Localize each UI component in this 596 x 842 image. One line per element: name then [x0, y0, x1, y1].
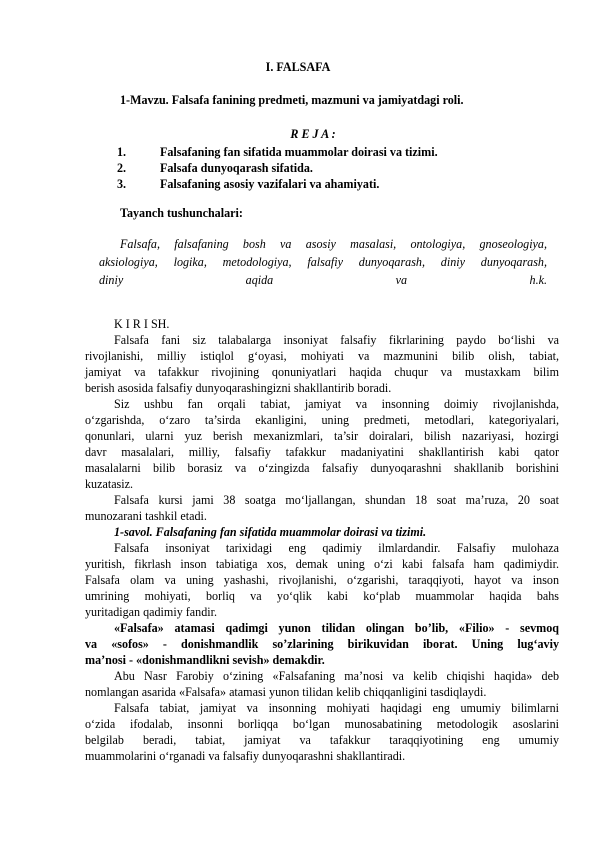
paragraph-line: masalalarni bilib borasiz va o‘zingizda falsafiy dunyoqarashni shakllanib borishini: [85, 461, 559, 475]
plan-item: Falsafaning fan sifatida muammolar doirasi va tizimi.: [160, 145, 438, 159]
paragraph-line: jamiyat va tafakkur rivojining qonuniyatlari haqida chuqur va mustaxkam bilim: [85, 365, 559, 379]
paragraph-line: «Falsafa» atamasi qadimgi yunon tilidan olingan bo’lib, «Filio» - sevmoq: [114, 621, 559, 635]
keywords-line: diniy aqida va h.k.: [99, 273, 547, 287]
paragraph-line: belgilab beradi, tabiat, jamiyat va tafakkur taraqqiyotining eng umumiy: [85, 733, 559, 747]
paragraph-line: yuritadigan qadimiy fandir.: [85, 605, 217, 619]
paragraph-line: nomlangan asarida «Falsafa» atamasi yunon tilidan kelib chiqqanligini tasdiqlaydi.: [85, 685, 487, 699]
paragraph-line: muammolarini o‘rganadi va falsafiy dunyoqarashni shakllantiradi.: [85, 749, 406, 763]
paragraph-line: Siz ushbu fan orqali tabiat, jamiyat va insonning doimiy rivojlanishda,: [114, 397, 559, 411]
paragraph-line: Falsafa fani siz talabalarga insoniyat falsafiy fikrlarining paydo bo‘lishi va: [114, 333, 559, 347]
paragraph-line: davr masalalari, milliy, falsafiy tafakkur madaniyatini shakllantirish kabi qator: [85, 445, 559, 459]
paragraph-line: Falsafa insoniyat tarixidagi eng qadimiy ilmlardandir. Falsafiy mulohaza: [114, 541, 559, 555]
paragraph-line: o‘zida ifodalab, insonni borliqqa bo‘lgan munosabatining metodologik asoslarini: [85, 717, 559, 731]
paragraph-line: rivojlanishi, milliy istiqlol g‘oyasi, mohiyati va mazmunini bilib olish, tabiat,: [85, 349, 559, 363]
paragraph-line: Abu Nasr Farobiy o‘zining «Falsafaning ma’nosi va kelib chiqishi haqida» deb: [114, 669, 559, 683]
plan-item: Falsafa dunyoqarash sifatida.: [160, 161, 313, 175]
plan-title: R E J A :: [290, 127, 336, 141]
paragraph-line: Falsafa kursi jami 38 soatga mo‘ljallangan, shundan 18 soat ma’ruza, 20 soat: [114, 493, 559, 507]
keywords-line: aksiologiya, logika, metodologiya, falsafiy dunyoqarash, diniy dunyoqarash,: [99, 255, 547, 269]
paragraph-line: berish asosida falsafiy dunyoqarashingizni shakllantirib boradi.: [85, 381, 392, 395]
topic-title: 1-Mavzu. Falsafa fanining predmeti, mazmuni va jamiyatdagi roli.: [120, 93, 464, 107]
paragraph-line: Falsafa tabiat, jamiyat va insonning mohiyati haqidagi eng umumiy bilimlarni: [114, 701, 559, 715]
keywords-line: Falsafa, falsafaning bosh va asosiy masalasi, ontologiya, gnoseologiya,: [120, 237, 547, 251]
paragraph-line: ma’nosi - «donishmandlikni sevish» demakdir.: [85, 653, 325, 667]
plan-item-number: 3.: [117, 177, 127, 191]
paragraph-line: o‘zgarishda, o‘zaro ta’sirda ekanligini, uning predmeti, metodlari, kategoriyalari,: [85, 413, 559, 427]
plan-item-number: 1.: [117, 145, 127, 159]
intro-title: K I R I SH.: [114, 317, 170, 331]
section-title: I. FALSAFA: [265, 60, 331, 74]
paragraph-line: kuzatasiz.: [85, 477, 134, 491]
paragraph-line: qonunlari, ularni yuz berish mexanizmlari, ta’sir doiralari, bilish nazariyasi, hozirgi: [85, 429, 559, 443]
keywords-title: Tayanch tushunchalari:: [120, 206, 243, 220]
plan-item: Falsafaning asosiy vazifalari va ahamiyati.: [160, 177, 380, 191]
paragraph-line: Falsafa olam va uning yashashi, rivojlanishi, o‘zgarishi, taraqqiyoti, hayot va inson: [85, 573, 559, 587]
paragraph-line: va «sofos» - donishmandlik so’zlarining birikuvidan iborat. Uning lug‘aviy: [85, 637, 559, 651]
paragraph-line: umrining mohiyati, borliq va yo‘qlik kabi ko‘plab muammolar haqida bahs: [85, 589, 559, 603]
paragraph-line: yuritish, fikrlash inson tabiatiga xos, demak uning o‘zi kabi falsafa ham qadimiydir.: [85, 557, 559, 571]
plan-item-number: 2.: [117, 161, 127, 175]
question-title: 1-savol. Falsafaning fan sifatida muammolar doirasi va tizimi.: [114, 525, 427, 539]
paragraph-line: munozarani tashkil etadi.: [85, 509, 207, 523]
